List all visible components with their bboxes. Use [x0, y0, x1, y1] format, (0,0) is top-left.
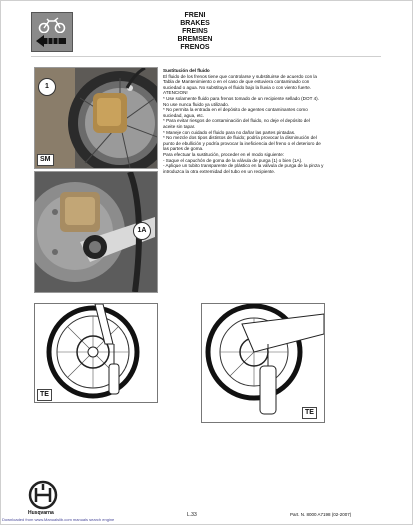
text-line: - Saque el capuchón de goma de la válvula de purga (1) o bien (1A). — [163, 157, 303, 163]
text-line: suciedad, agua, etc. — [163, 112, 205, 118]
drawing-front-wheel — [34, 303, 158, 403]
photo-caliper-rear — [34, 171, 158, 293]
title-fr: FREINS — [182, 28, 208, 35]
text-line: ATENCION! — [163, 90, 188, 96]
text-line: Tabla de Mantenimiento o en el caso de que estuviera contaminado con — [163, 79, 310, 85]
text-line: suciedad o agua. No substituya el fluido bajo la lluvia o con viento fuerte. — [163, 84, 312, 90]
section-titles — [150, 12, 240, 52]
bleed-valve-callout-1: 1 — [38, 78, 56, 96]
text-line: - Aplique un tubito transparente de plástico en la válvula de purga de la pinza y — [163, 163, 324, 169]
text-line: * No permita la entrada en el depósito de agentes contaminantes como — [163, 107, 308, 113]
brand-name: Husqvarna — [28, 510, 54, 516]
text-line: aceite sin tapar. — [163, 123, 196, 129]
text-line: * Use solamente fluido para frenos tomado de un recipiente sellado (DOT 4). — [163, 95, 319, 101]
text-line: introduzca la otra extremidad del tubo en un recipiente. — [163, 168, 276, 174]
photo-caliper-front — [34, 67, 158, 169]
text-line: * Maneje con cuidado el fluido para no dañar las partes pintadas. — [163, 129, 296, 135]
page-number: L.33 — [187, 512, 197, 518]
section-icon — [31, 12, 73, 52]
text-line: No use nunca fluido ya utilizado. — [163, 101, 230, 107]
text-line: El fluido de los frenos tiene que controlarse y substituirse de acuerdo con la — [163, 73, 317, 79]
text-line: * No mezcle dos tipos distintos de fluido; podría provocar la disminución del — [163, 135, 317, 141]
download-watermark: Downloaded from www.Manualslib.com manuals search engine — [2, 517, 115, 522]
text-line: Para efectuar la sustitución, proceder en el modo siguiente: — [163, 151, 285, 157]
text-line: punto de ebullición y podría provocar la ineficiencia del freno o el deterioro de — [163, 140, 321, 146]
arrow-left-icon — [36, 35, 68, 47]
drawing-rear-wheel — [201, 303, 325, 423]
part-number: Part. N. 8000 A7198 (02-2007) — [290, 512, 352, 517]
bleed-valve-callout-1a: 1A — [133, 222, 151, 240]
instructions-heading: Sustitución del fluido — [163, 68, 210, 73]
motorcycle-icon — [38, 17, 66, 33]
instructions-text — [163, 68, 365, 174]
husqvarna-logo-icon — [28, 480, 58, 510]
text-line: * Para evitar riesgos de contaminación del fluido, no deje el depósito del — [163, 118, 310, 124]
title-es: FRENOS — [180, 44, 210, 51]
drawing-tag-te-right: TE — [302, 407, 317, 419]
drawing-tag-te-left: TE — [37, 389, 52, 401]
photo-tag-sm: SM — [37, 154, 54, 166]
header-divider — [31, 56, 381, 57]
text-line: las partes de goma. — [163, 146, 204, 152]
title-it: FRENI — [184, 12, 206, 19]
title-de: BREMSEN — [177, 36, 213, 43]
title-en: BRAKES — [180, 20, 210, 27]
